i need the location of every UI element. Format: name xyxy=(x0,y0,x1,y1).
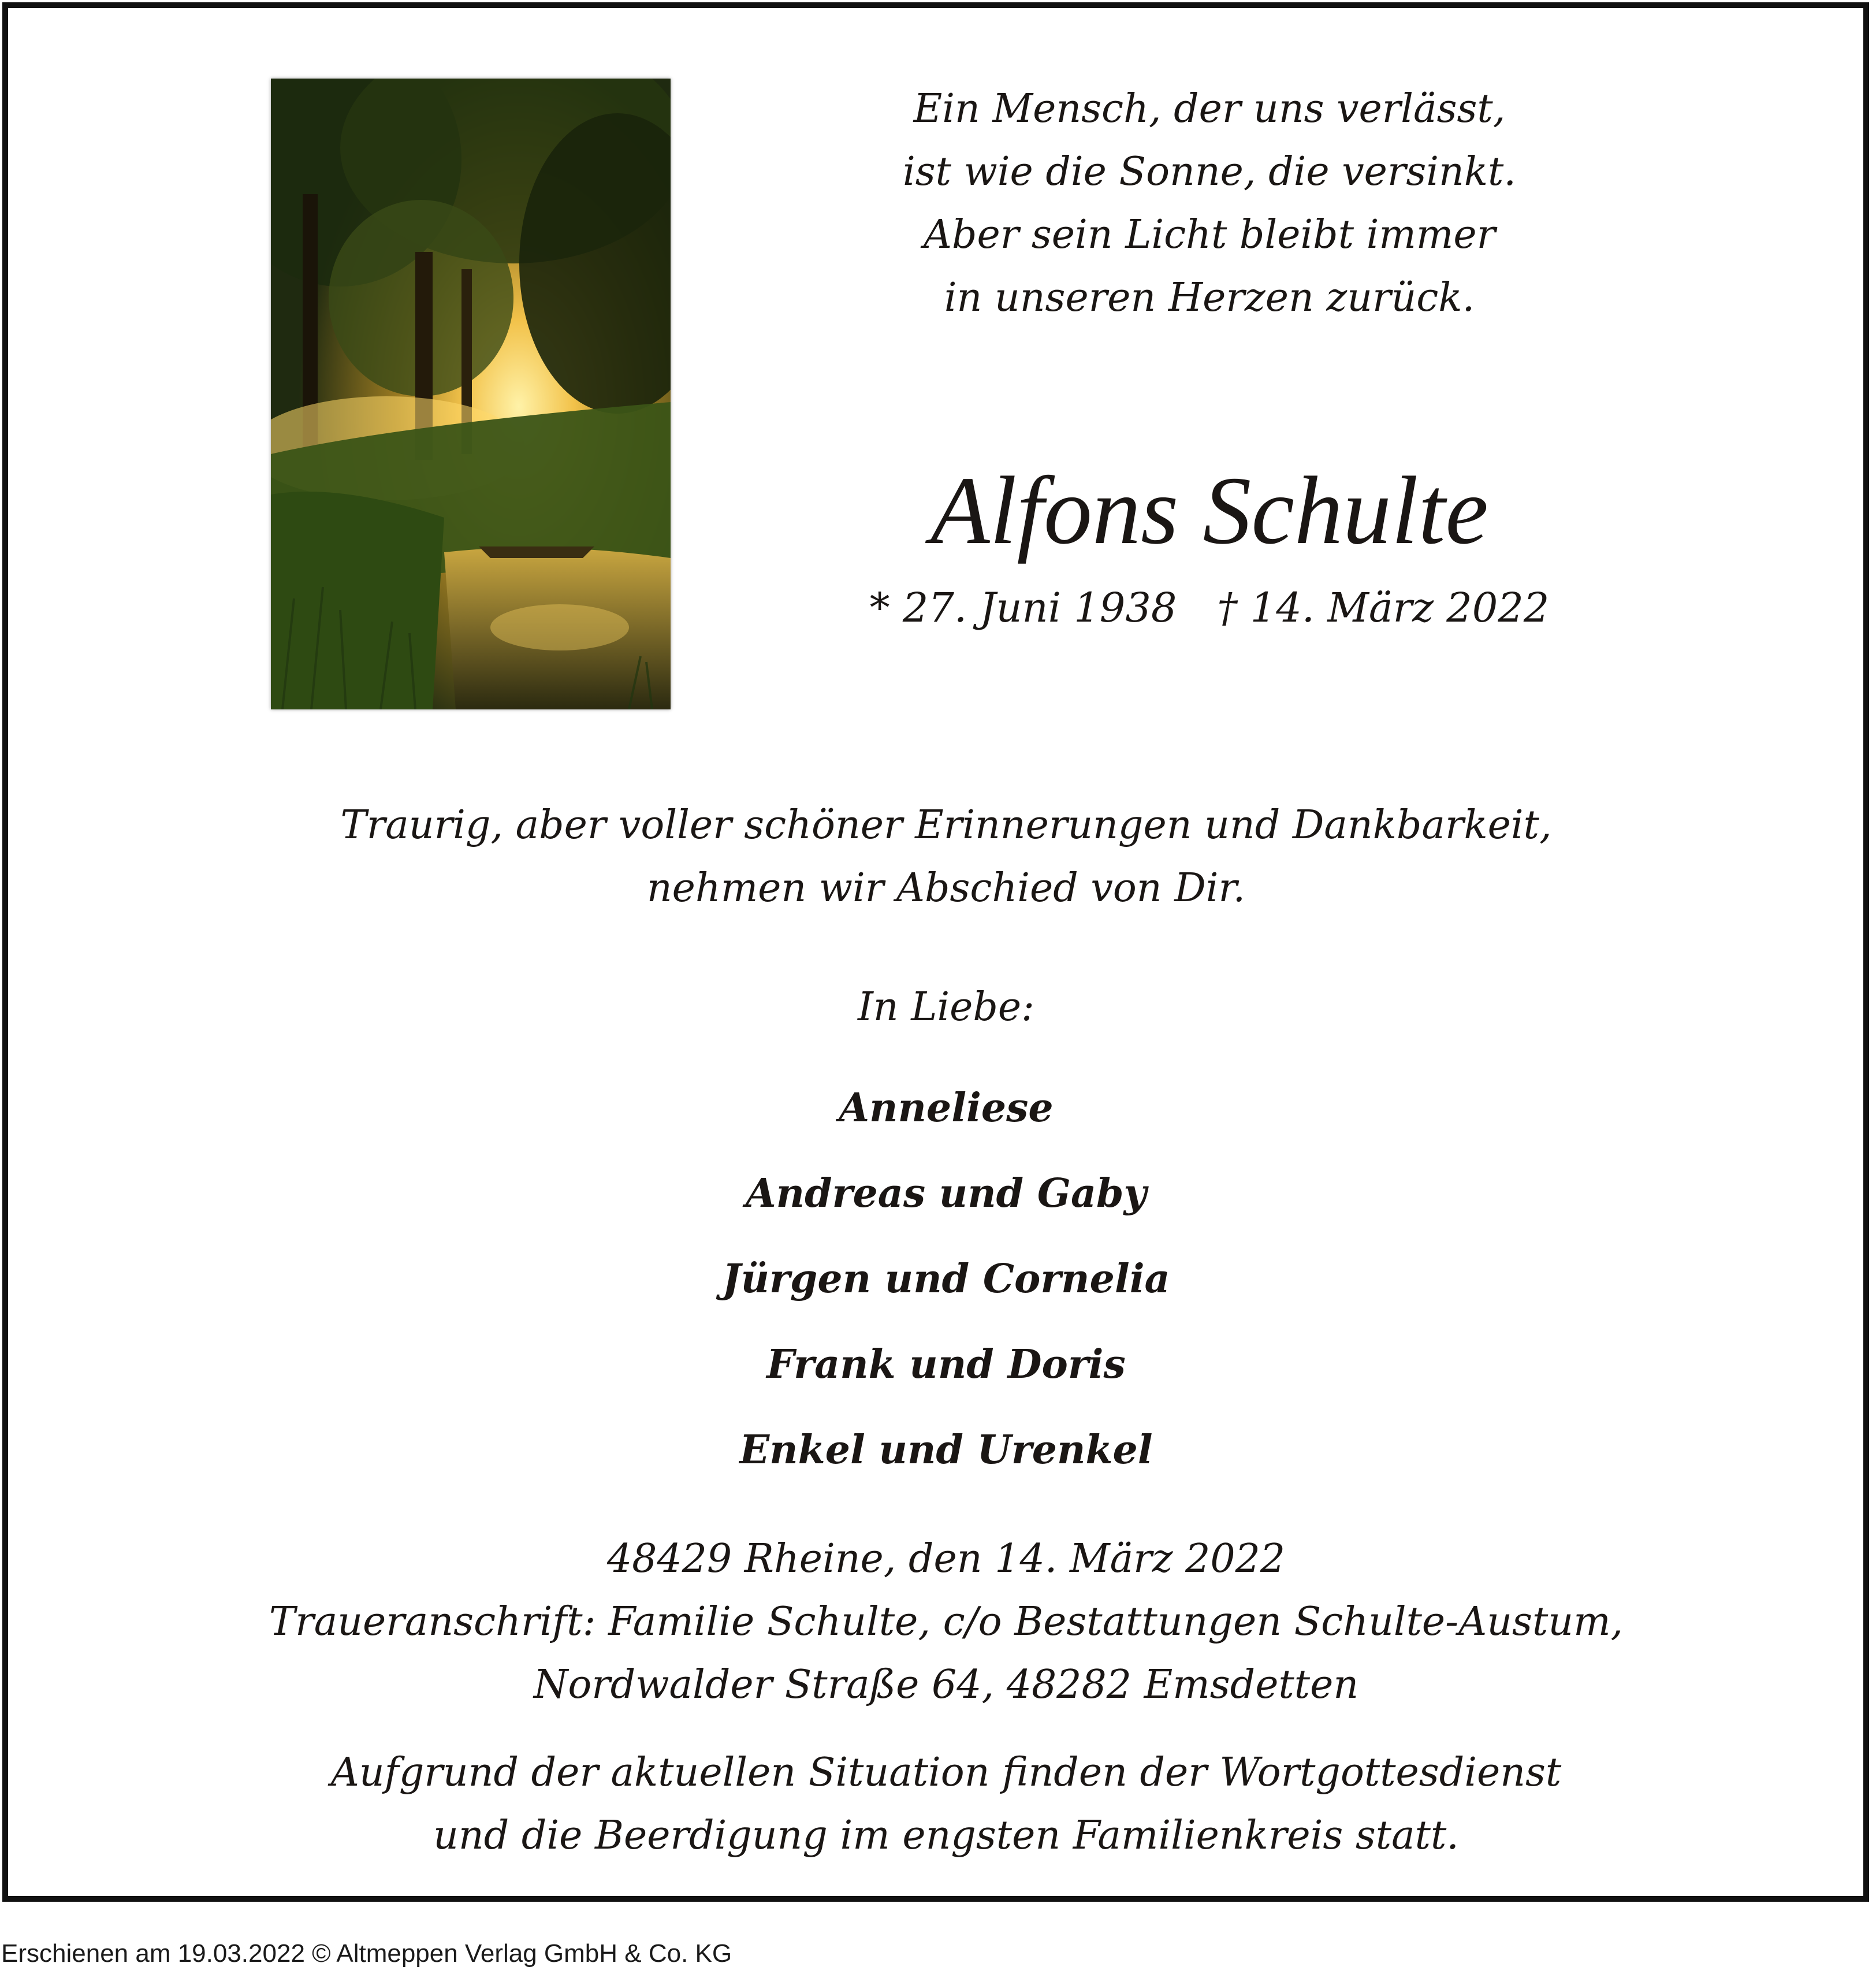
notice-line: und die Beerdigung im engsten Familienkreis statt. xyxy=(433,1813,1459,1858)
family-member: Jürgen und Cornelia xyxy=(722,1256,1170,1302)
publication-footer: Erschienen am 19.03.2022 © Altmeppen Verlag GmbH & Co. KG xyxy=(1,1939,732,1968)
poem-line: ist wie die Sonne, die versinkt. xyxy=(902,149,1516,195)
farewell-text xyxy=(124,794,1769,920)
poem-line: in unseren Herzen zurück. xyxy=(944,275,1475,321)
family-member: Frank und Doris xyxy=(766,1341,1126,1388)
address-line: Nordwalder Straße 64, 48282 Emsdetten xyxy=(533,1662,1359,1708)
family-list xyxy=(124,1065,1769,1493)
life-dates xyxy=(776,579,1643,637)
farewell-line: Traurig, aber voller schöner Erinnerungen und Dankbarkeit, xyxy=(340,802,1552,848)
birth-date: * 27. Juni 1938 xyxy=(869,584,1177,631)
address-line: 48429 Rheine, den 14. März 2022 xyxy=(606,1536,1286,1582)
in-love-label: In Liebe: xyxy=(857,984,1035,1030)
deceased-name: Alfons Schulte xyxy=(930,457,1488,564)
sunset-river-image xyxy=(271,79,671,709)
address-line: Traueranschrift: Familie Schulte, c/o Bestattungen Schulte-Austum, xyxy=(269,1599,1624,1645)
family-member: Enkel und Urenkel xyxy=(739,1427,1153,1473)
family-member: Andreas und Gaby xyxy=(745,1170,1147,1217)
death-date: † 14. März 2022 xyxy=(1217,584,1550,631)
mourning-address xyxy=(124,1527,1769,1716)
landscape-photo xyxy=(271,79,671,709)
obituary-frame xyxy=(2,2,1869,1902)
poem-line: Ein Mensch, der uns verlässt, xyxy=(913,86,1506,132)
family-member: Anneliese xyxy=(839,1085,1054,1131)
poem-line: Aber sein Licht bleibt immer xyxy=(923,212,1496,258)
funeral-notice xyxy=(124,1741,1769,1867)
farewell-line: nehmen wir Abschied von Dir. xyxy=(646,865,1246,911)
memorial-poem xyxy=(805,77,1614,329)
notice-line: Aufgrund der aktuellen Situation finden der Wortgottesdienst xyxy=(330,1750,1562,1795)
